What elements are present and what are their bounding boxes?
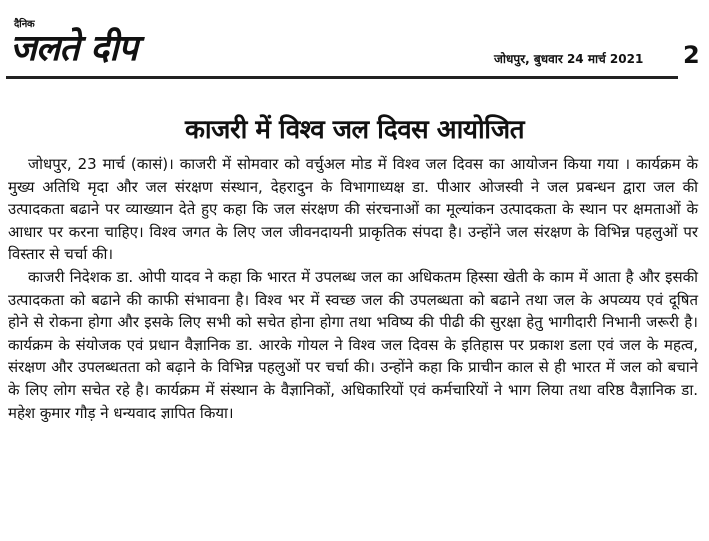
logo-small-text: दैनिक (14, 19, 35, 30)
page-number: 2 (683, 41, 700, 69)
masthead (0, 0, 709, 92)
logo-main-text: जलते दीप (10, 28, 138, 69)
dateline: जोधपुर, बुधवार 24 मार्च 2021 (494, 52, 644, 66)
article-body (8, 153, 698, 424)
article-paragraph: काजरी निदेशक डा. ओपी यादव ने कहा कि भारत में उपलब्ध जल का अधिकतम हिस्सा खेती के काम में आता है और इसकी उत्पादकता को बढाने की काफी संभावना है। विश्व भर में स्वच्छ जल की उपलब्धता को बढाने तथा जल के अपव्यय एवं दूषित होने से रोकना होगा और इसके लिए सभी को सचेत होना होगा तथा भविष्य की पीढी की सुरक्षा हेतु भागीदारी निभानी जरूरी है। कार्यक्रम के संयोजक एवं प्रधान वैज्ञानिक डा. आरके गोयल ने विश्व जल दिवस के इतिहास पर प्रकाश डला एवं जल के महत्व, संरक्षण और उपलब्धतता को बढ़ाने के विभिन्न पहलुओं पर चर्चा की। उन्होंने कहा कि प्राचीन काल से ही भारत में जल को बचाने के लिए लोग सचेत रहे है। कार्यक्रम में संस्थान के वैज्ञानिकों, अधिकारियों एवं कर्मचारियों ने भाग लिया तथा वरिष्ठ वैज्ञानिक डा. महेश कुमार गौड़ ने धन्यवाद ज्ञापित किया। (8, 267, 698, 422)
article-paragraph: जोधपुर, 23 मार्च (कासं)। काजरी में सोमवार को वर्चुअल मोड में विश्व जल दिवस का आयोजन किया गया । कार्यक्रम के मुख्य अतिथि मृदा और जल संरक्षण संस्थान, देहरादुन के विभागाध्यक्ष डा. पीआर ओजस्वी ने जल प्रबन्धन द्वारा जल की उत्पादकता बढाने पर व्याख्यान देते हुए कहा कि जल संरक्षण की संरचनाओं का मूल्यांकन उत्पादकता के स्थान पर क्षमताओं के आधार पर करना चाहिए। विश्व जगत के लिए जल जीवनदायनी प्राकृतिक संपदा है। उन्होंने जल संरक्षण के विभिन्न पहलुओं पर विस्तार से चर्चा की। (8, 155, 698, 264)
article-headline: काजरी में विश्व जल दिवस आयोजित (184, 115, 525, 145)
newspaper-logo (10, 16, 200, 84)
masthead-rule (6, 76, 678, 79)
